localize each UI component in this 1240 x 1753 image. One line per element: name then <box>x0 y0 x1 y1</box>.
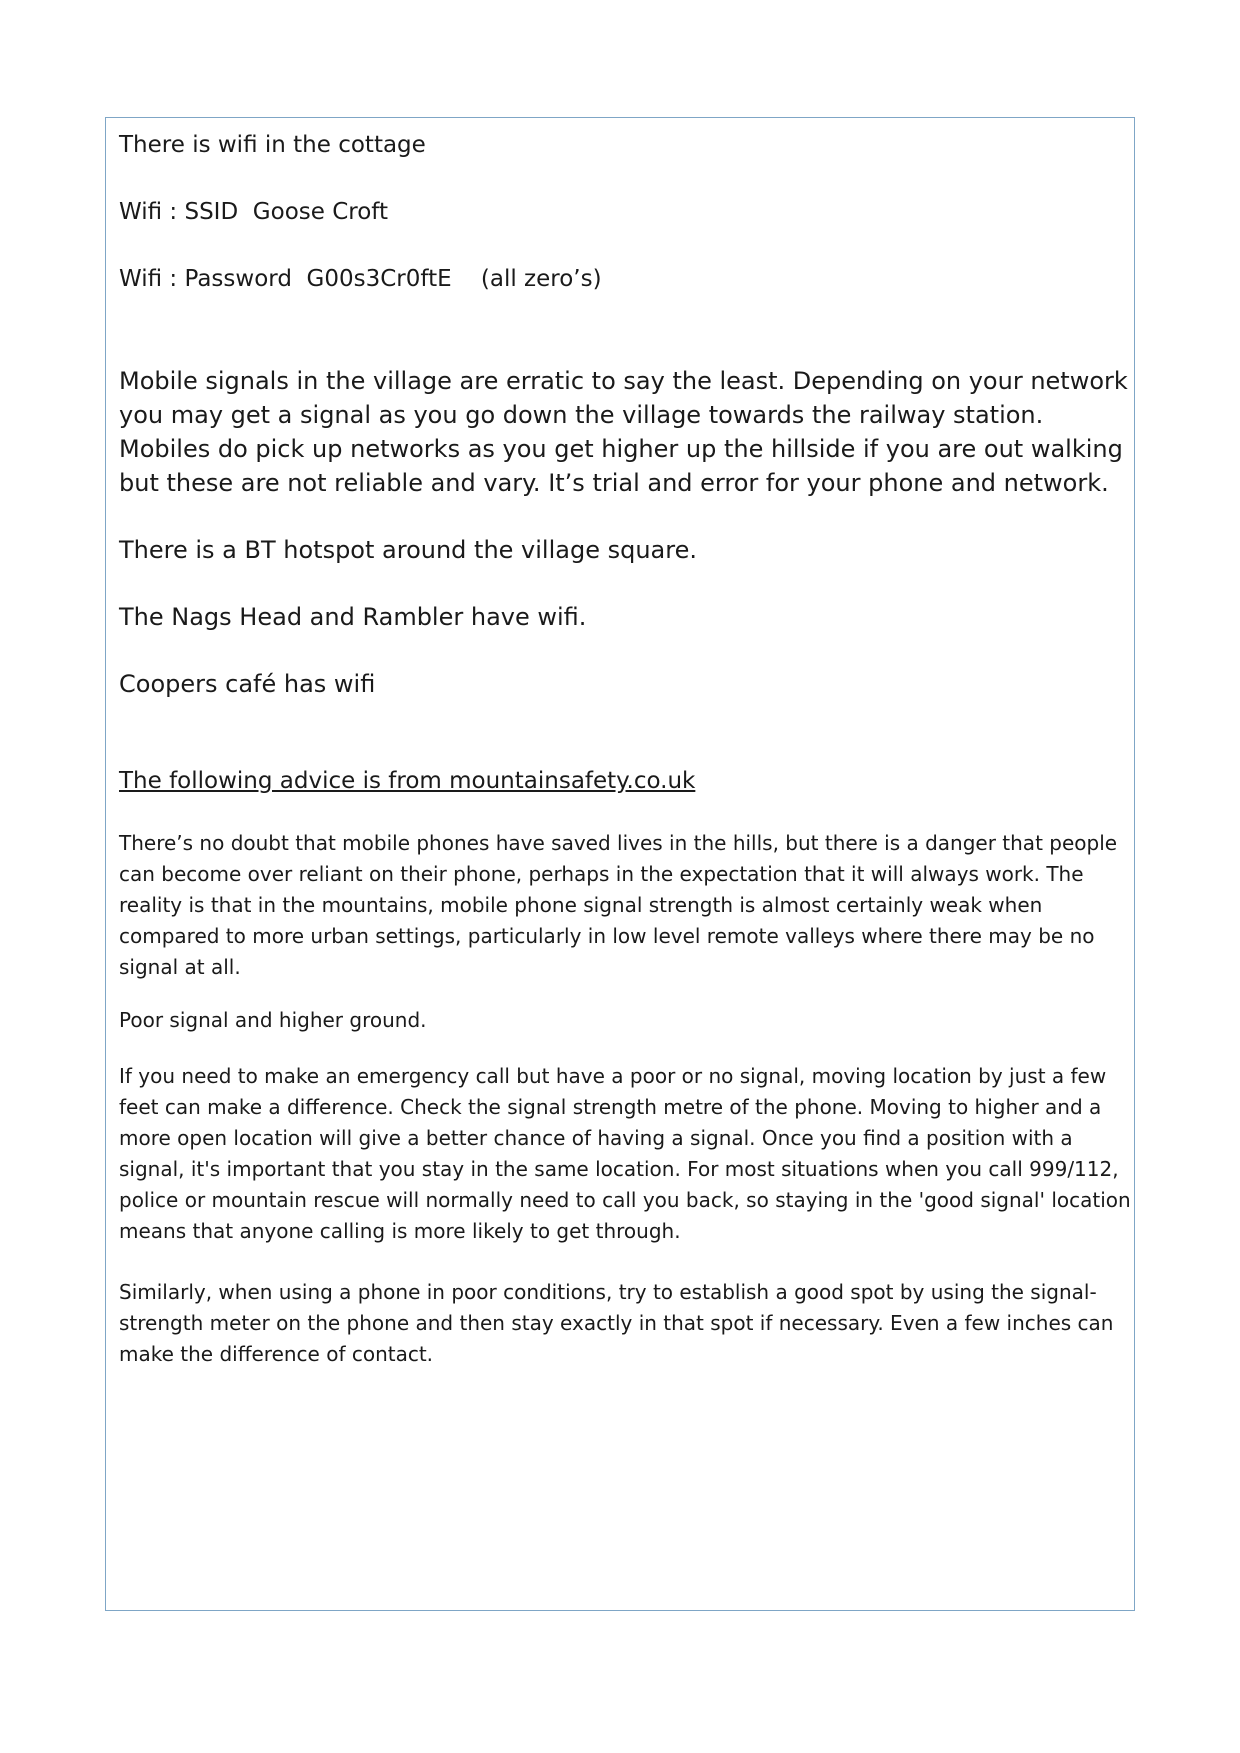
pubs-wifi-text: The Nags Head and Rambler have wifi. <box>119 603 587 631</box>
mobile-signals-paragraph: Mobile signals in the village are erratic to say the least. Depending on your network you may get a signal as you go down the village towards the railway station. Mobiles do pick up networks as you get higher up the hillside if you are out walking but these are not reliable and vary. It’s trial and error for your phone and network. <box>119 367 1128 497</box>
advice-heading: The following advice is from mountainsafety.co.uk <box>119 768 696 794</box>
bt-hotspot-text: There is a BT hotspot around the village square. <box>119 536 697 564</box>
advice-paragraph-2: If you need to make an emergency call but have a poor or no signal, moving location by just a few feet can make a difference. Check the signal strength metre of the phone. Moving to higher and a more open location will give a better chance of having a signal. Once you find a position with a signal, it's important that you stay in the same location. For most situations when you call 999/112, police or mountain rescue will normally need to call you back, so staying in the 'good signal' location means that anyone calling is more likely to get through. <box>119 1064 1131 1243</box>
advice-paragraph-1: There’s no doubt that mobile phones have saved lives in the hills, but there is a danger that people can become over reliant on their phone, perhaps in the expectation that it will always work. The reality is that in the mountains, mobile phone signal strength is almost certainly weak when compared to more urban settings, particularly in low level remote valleys where there may be no signal at all. <box>119 831 1118 979</box>
wifi-intro: There is wifi in the cottage <box>119 132 426 158</box>
wifi-ssid: Wifi : SSID Goose Croft <box>119 199 389 225</box>
advice-paragraph-3: Similarly, when using a phone in poor conditions, try to establish a good spot by using the signal-strength meter on the phone and then stay exactly in that spot if necessary. Even a few inches can make the difference of contact. <box>119 1280 1114 1366</box>
document-body <box>119 128 1131 1370</box>
cafe-wifi-text: Coopers café has wifi <box>119 670 376 698</box>
wifi-password: Wifi : Password G00s3Cr0ftE (all zero’s) <box>119 266 602 292</box>
advice-subheading: Poor signal and higher ground. <box>119 1008 427 1032</box>
